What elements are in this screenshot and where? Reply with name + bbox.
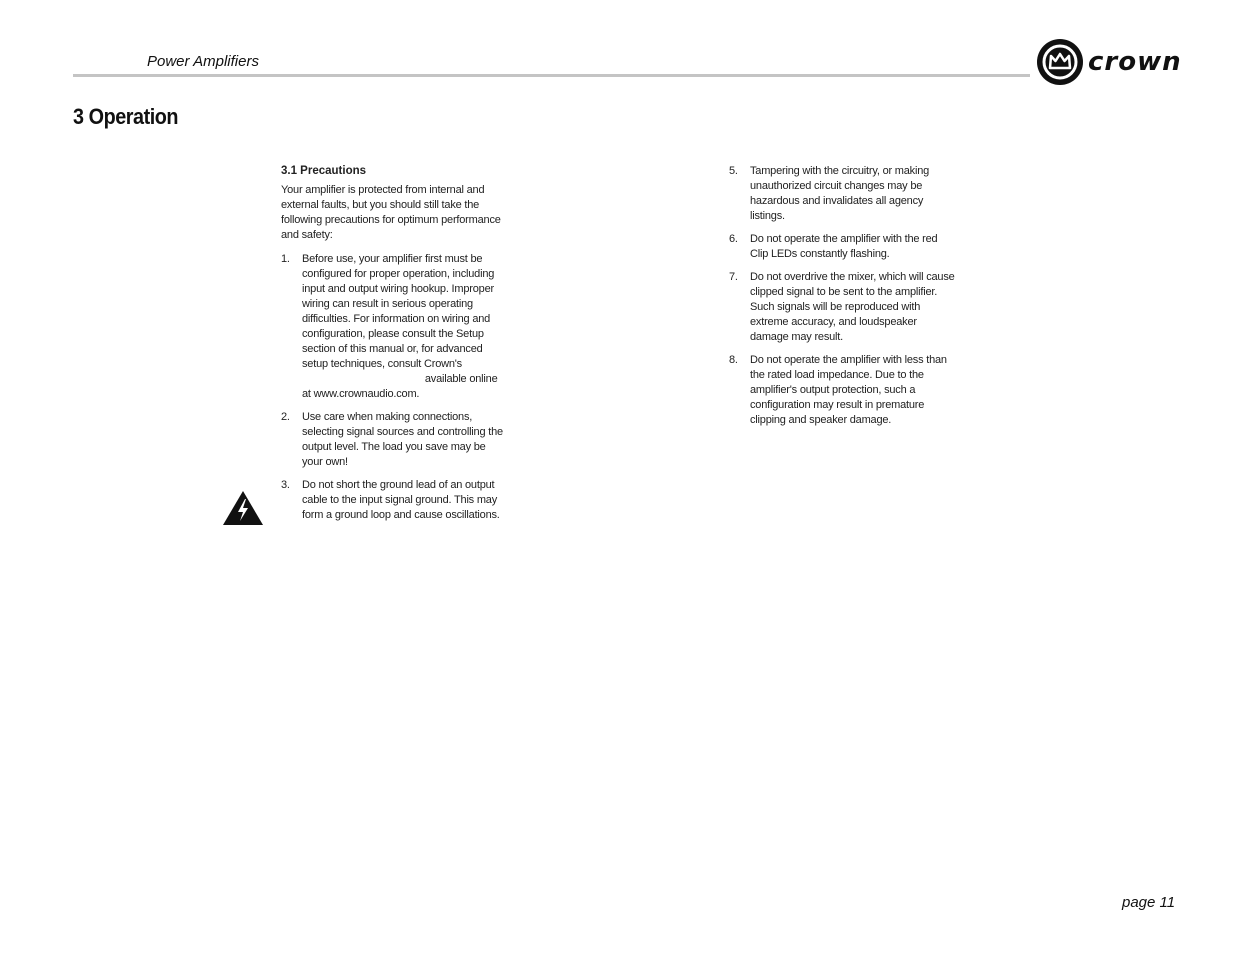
list-item-number: 3. bbox=[281, 479, 290, 491]
list-item-number: 7. bbox=[729, 271, 738, 283]
list-item bbox=[729, 353, 955, 428]
page-number: page 11 bbox=[1122, 894, 1176, 911]
list-item bbox=[729, 232, 955, 262]
list-item-number: 5. bbox=[729, 165, 738, 177]
list-item-text: Do not overdrive the mixer, which will cause clipped signal to be sent to the amplifier. Such signals will be reproduced with extreme accuracy, and loudspeaker damage may result. bbox=[750, 271, 955, 343]
list-item bbox=[281, 252, 507, 402]
list-item bbox=[281, 410, 507, 470]
section-title: 3 Operation bbox=[73, 104, 179, 129]
logo-wordmark: crown bbox=[1088, 47, 1182, 77]
list-item-text: Do not operate the amplifier with the red Clip LEDs constantly flashing. bbox=[750, 233, 938, 260]
list-item-number: 8. bbox=[729, 354, 738, 366]
list-item-number: 2. bbox=[281, 411, 290, 423]
list-item-text-part: Before use, your amplifier first must be configured for proper operation, including input and output wiring hookup. Improper wiring can result in serious operating difficulties. For information on wiring and configuration, please consult the Setup section of this manual or, for advanced setup techniques, consult Crown's bbox=[302, 253, 495, 370]
precautions-intro: Your amplifier is protected from internal and external faults, but you should still take the following precautions for optimum performance and safety: bbox=[281, 184, 501, 241]
crown-logo-icon bbox=[1036, 38, 1084, 86]
list-item-text: Use care when making connections, selecting signal sources and controlling the output level. The load you save may be your own! bbox=[302, 411, 503, 468]
left-column bbox=[281, 164, 507, 531]
right-column bbox=[729, 164, 955, 436]
list-item bbox=[729, 164, 955, 224]
list-item-text: Do not operate the amplifier with less than the rated load impedance. Due to the amplifier's output protection, such a configuration may result in premature clipping and speaker damage. bbox=[750, 354, 947, 426]
crown-logo bbox=[1036, 38, 1181, 88]
list-item-number: 6. bbox=[729, 233, 738, 245]
list-item bbox=[729, 270, 955, 345]
list-item-number: 1. bbox=[281, 253, 290, 265]
list-item-text: Do not short the ground lead of an output cable to the input signal ground. This may form a ground loop and cause oscillations. bbox=[302, 479, 500, 521]
list-item bbox=[281, 478, 507, 523]
list-item-text: Tampering with the circuitry, or making unauthorized circuit changes may be hazardous and invalidates all agency listings. bbox=[750, 165, 930, 222]
header-title: Power Amplifiers bbox=[147, 53, 259, 70]
list-item-text-part: available online at www.crownaudio.com. bbox=[302, 373, 498, 400]
high-voltage-warning-icon bbox=[222, 490, 264, 526]
list-item-text bbox=[302, 252, 507, 402]
precautions-heading: 3.1 Precautions bbox=[281, 165, 367, 177]
header-rule bbox=[73, 74, 1030, 77]
